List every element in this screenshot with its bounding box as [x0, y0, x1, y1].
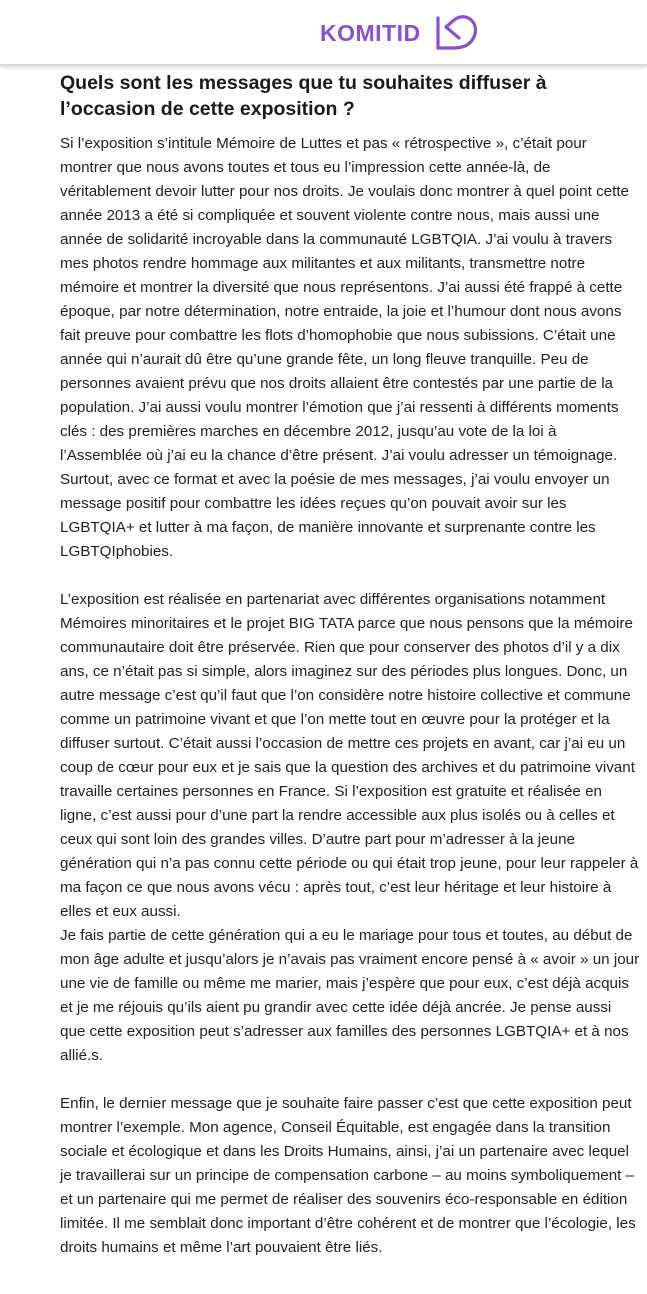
article-paragraph: L’exposition est réalisée en partenariat avec différentes organisations notamment Mémoires minoritaires et le projet BIG TATA parce que nous pensons que la mémoire communautaire doit être préservée. Rien que pour conserver des photos d’il y a dix ans, ce n’était pas si simple, alors imaginez sur des périodes plus longues. Donc, un autre message c’est qu’il faut que l’on considère notre histoire collective et commune comme un patrimoine vivant et que l’on mette tout en œuvre pour la protéger et la diffuser surtout. C’était aussi l’occasion de mettre ces projets en avant, car j’ai eu un coup de cœur pour eux et je sais que la question des archives et du patrimoine vivant travaille certaines personnes en France. Si l’exposition est gratuite et réalisée en ligne, c’est aussi pour d’une part la rendre accessible aux plus isolés ou à celles et ceux qui sont loin des grandes villes. D’autre part pour m’adresser à la jeune génération qui n’a pas connu cette période ou qui était trop jeune, pour leur rappeler à ma façon ce que nous avons vécu : après tout, c’est leur héritage et leur histoire à elles et eux aussi.	[60, 591, 639, 920]
article-question-heading: Quels sont les messages que tu souhaites diffuser à l’occasion de cette exposition ?	[60, 72, 547, 120]
site-header	[0, 0, 647, 66]
article-paragraph: Je fais partie de cette génération qui a eu le mariage pour tous et toutes, au début de mon âge adulte et jusqu’alors je n’avais pas vraiment encore pensé à « avoir » un jour une vie de famille ou même me marier, mais j’espère que pour eux, c’est déjà acquis et je me réjouis qu’ils aient pu grandir avec cette idée déjà ancrée. Je pense aussi que cette exposition peut s’adresser aux familles des personnes LGBTQIA+ et à nos allié.s.	[60, 927, 640, 1064]
komitid-k-logo-icon	[435, 14, 481, 52]
site-logo[interactable]	[320, 14, 481, 52]
article-paragraph: Enfin, le dernier message que je souhaite faire passer c’est que cette exposition peut montrer l’exemple. Mon agence, Conseil Équitable, est engagée dans la transition sociale et écologique et dans les Droits Humains, ainsi, j’ai un partenaire avec lequel je travaillerai sur un principe de compensation carbone – au moins symboliquement – et un partenaire qui me permet de réaliser des souvenirs éco-responsable en édition limitée. Il me semblait donc important d’être cohérent et de montrer que l’écologie, les droits humains et même l’art pouvaient être liés.	[60, 1095, 636, 1256]
article-body	[60, 70, 640, 1260]
logo-wordmark: KOMITID	[320, 19, 421, 46]
article-paragraph: Si l’exposition s’intitule Mémoire de Luttes et pas « rétrospective », c’était pour montrer que nous avons toutes et tous eu l’impression cette année-là, de véritablement devoir lutter pour nos droits. Je voulais donc montrer à quel point cette année 2013 a été si compliquée et souvent violente contre nous, mais aussi une année de solidarité incroyable dans la communauté LGBTQIA. J’ai voulu à travers mes photos rendre hommage aux militantes et aux militants, transmettre notre mémoire et montrer la diversité que nous représentons. J’ai aussi été frappé à cette époque, par notre détermination, notre entraide, la joie et l’humour dont nous avons fait preuve pour combattre les flots d’homophobie que nous subissions. C’était une année qui n’aurait dû être qu’une grande fête, un long fleuve tranquille. Peu de personnes avaient prévu que nos droits allaient être contestés par une partie de la population. J’ai aussi voulu montrer l’émotion que j’ai ressenti à différents moments clés : des premières marches en décembre 2012, jusqu’au vote de la loi à l’Assemblée où j’ai eu la chance d’être présent. J’ai voulu adresser un témoignage. Surtout, avec ce format et avec la poésie de mes messages, j’ai voulu envoyer un message positif pour combattre les idées reçues qu’on pouvait avoir sur les LGBTQIA+ et lutter à ma façon, de manière innovante et surprenante contre les LGBTQIphobies.	[60, 135, 629, 560]
